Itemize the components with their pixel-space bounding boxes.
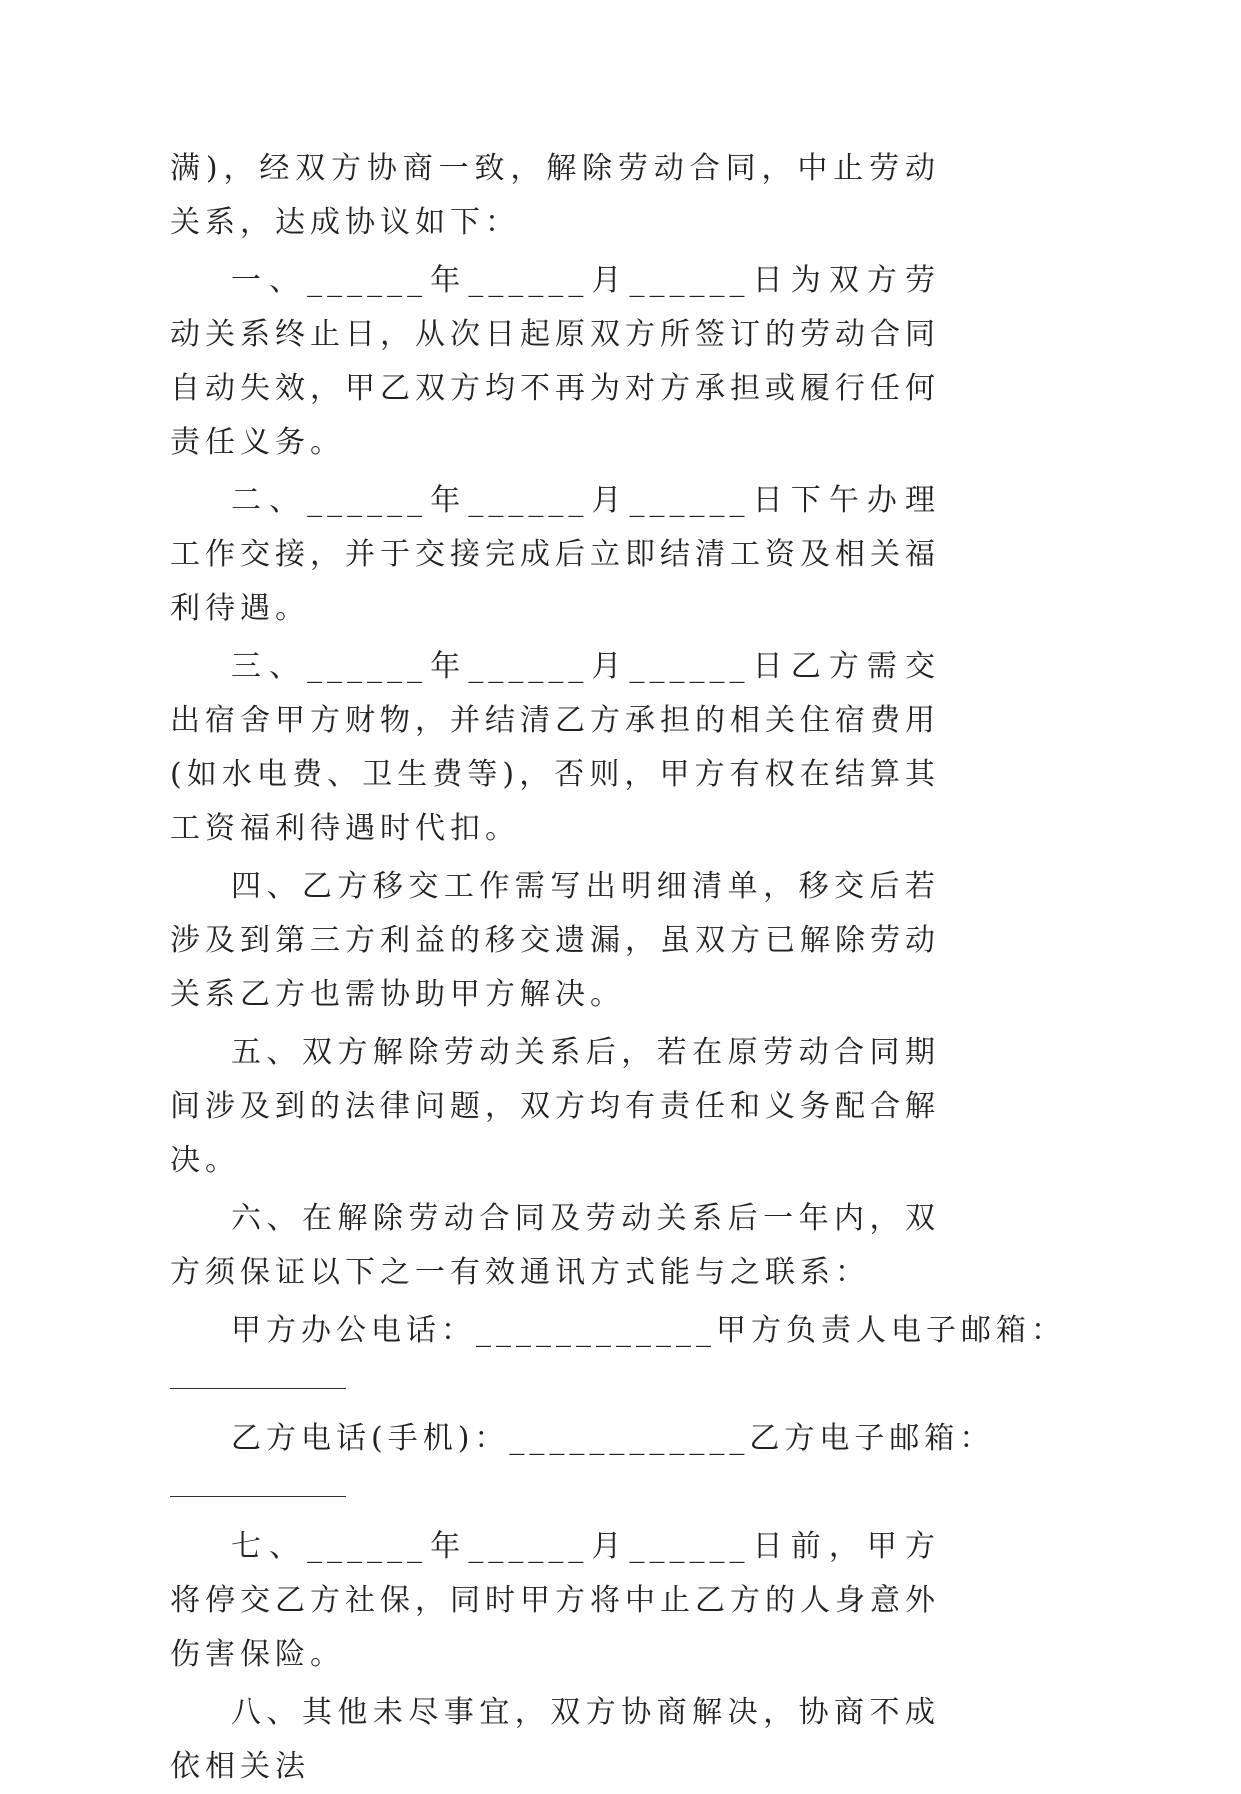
party-b-contact-line: 乙方电话(手机)：____________乙方电子邮箱： xyxy=(231,1421,995,1456)
clause-7-paragraph: 七、______年______月______日前，甲方将停交乙方社保，同时甲方将中止乙方的人身意外伤害保险。 xyxy=(170,1529,940,1672)
party-a-email-blank xyxy=(170,1358,346,1412)
clause-1-paragraph: 一、______年______月______日为双方劳动关系终止日，从次日起原双方所签订的劳动合同自动失效，甲乙双方均不再为对方承担或履行任何责任义务。 xyxy=(170,263,940,460)
clause-2-paragraph: 二、______年______月______日下午办理工作交接，并于交接完成后立即结清工资及相关福利待遇。 xyxy=(170,483,940,626)
document-body xyxy=(170,142,1066,1794)
party-a-contact-line: 甲方办公电话：____________甲方负责人电子邮箱： xyxy=(231,1313,1066,1348)
agreement-intro-paragraph: 满)，经双方协商一致，解除劳动合同，中止劳动关系，达成协议如下： xyxy=(170,151,940,240)
clause-8-paragraph: 八、其他未尽事宜，双方协商解决，协商不成依相关法 xyxy=(170,1695,940,1784)
clause-5-paragraph: 五、双方解除劳动关系后，若在原劳动合同期间涉及到的法律问题，双方均有责任和义务配合解决。 xyxy=(170,1035,940,1178)
clause-4-paragraph: 四、乙方移交工作需写出明细清单，移交后若涉及到第三方利益的移交遗漏，虽双方已解除劳动关系乙方也需协助甲方解决。 xyxy=(170,869,940,1012)
party-b-email-blank xyxy=(170,1466,346,1520)
clause-3-paragraph: 三、______年______月______日乙方需交出宿舍甲方财物，并结清乙方承担的相关住宿费用(如水电费、卫生费等)，否则，甲方有权在结算其工资福利待遇时代扣。 xyxy=(170,649,940,846)
clause-6-paragraph: 六、在解除劳动合同及劳动关系后一年内，双方须保证以下之一有效通讯方式能与之联系： xyxy=(170,1201,940,1290)
